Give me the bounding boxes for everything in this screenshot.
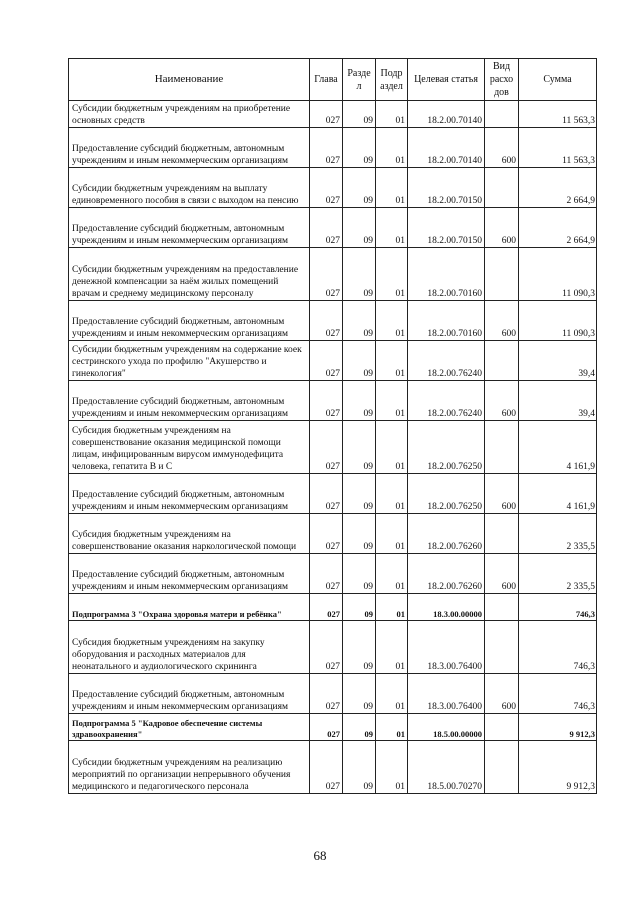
cell-expense: 600 — [485, 381, 519, 421]
cell-name: Предоставление субсидий бюджетным, автономным учреждениям и иным некоммерческим организациям — [69, 301, 310, 341]
cell-target: 18.2.00.76240 — [408, 381, 485, 421]
header-subsection: Подр аздел — [376, 59, 408, 101]
cell-subsection: 01 — [376, 101, 408, 128]
cell-sum: 39,4 — [519, 381, 597, 421]
table-row — [69, 741, 597, 794]
cell-section: 09 — [343, 594, 376, 621]
budget-table — [68, 58, 597, 794]
table-row — [69, 248, 597, 301]
cell-name: Подпрограмма 5 "Кадровое обеспечение системы здравоохранения" — [69, 714, 310, 741]
table-row — [69, 421, 597, 474]
cell-name: Субсидии бюджетным учреждениям на содержание коек сестринского ухода по профилю "Акушерство и гинекология" — [69, 341, 310, 381]
cell-expense — [485, 514, 519, 554]
cell-sum: 2 335,5 — [519, 514, 597, 554]
cell-sum: 4 161,9 — [519, 474, 597, 514]
cell-chapter: 027 — [310, 714, 343, 741]
cell-chapter: 027 — [310, 101, 343, 128]
cell-expense: 600 — [485, 128, 519, 168]
cell-expense — [485, 714, 519, 741]
cell-expense — [485, 421, 519, 474]
cell-section: 09 — [343, 208, 376, 248]
cell-subsection: 01 — [376, 621, 408, 674]
cell-subsection: 01 — [376, 714, 408, 741]
cell-target: 18.2.00.70140 — [408, 101, 485, 128]
cell-section: 09 — [343, 101, 376, 128]
table-row — [69, 101, 597, 128]
cell-name: Субсидии бюджетным учреждениям на предоставление денежной компенсации за наём жилых помещений врачам и среднему медицинскому персоналу — [69, 248, 310, 301]
cell-name: Предоставление субсидий бюджетным, автономным учреждениям и иным некоммерческим организациям — [69, 208, 310, 248]
cell-chapter: 027 — [310, 341, 343, 381]
cell-chapter: 027 — [310, 674, 343, 714]
cell-section: 09 — [343, 674, 376, 714]
cell-chapter: 027 — [310, 168, 343, 208]
cell-name: Предоставление субсидий бюджетным, автономным учреждениям и иным некоммерческим организациям — [69, 474, 310, 514]
cell-name: Предоставление субсидий бюджетным, автономным учреждениям и иным некоммерческим организациям — [69, 554, 310, 594]
cell-chapter: 027 — [310, 248, 343, 301]
header-expense: Вид расхо дов — [485, 59, 519, 101]
cell-target: 18.2.00.70150 — [408, 208, 485, 248]
header-sum: Сумма — [519, 59, 597, 101]
cell-section: 09 — [343, 248, 376, 301]
table-row — [69, 128, 597, 168]
cell-target: 18.3.00.76400 — [408, 621, 485, 674]
cell-target: 18.2.00.70150 — [408, 168, 485, 208]
cell-target: 18.3.00.76400 — [408, 674, 485, 714]
cell-target: 18.5.00.00000 — [408, 714, 485, 741]
cell-expense: 600 — [485, 674, 519, 714]
cell-subsection: 01 — [376, 554, 408, 594]
cell-chapter: 027 — [310, 301, 343, 341]
cell-section: 09 — [343, 381, 376, 421]
cell-section: 09 — [343, 714, 376, 741]
cell-expense: 600 — [485, 208, 519, 248]
cell-chapter: 027 — [310, 381, 343, 421]
table-row — [69, 208, 597, 248]
cell-target: 18.2.00.76260 — [408, 514, 485, 554]
cell-section: 09 — [343, 554, 376, 594]
cell-subsection: 01 — [376, 128, 408, 168]
header-name: Наименование — [69, 59, 310, 101]
cell-expense — [485, 341, 519, 381]
cell-expense — [485, 741, 519, 794]
cell-section: 09 — [343, 421, 376, 474]
cell-name: Предоставление субсидий бюджетным, автономным учреждениям и иным некоммерческим организациям — [69, 674, 310, 714]
cell-expense — [485, 101, 519, 128]
cell-chapter: 027 — [310, 621, 343, 674]
cell-chapter: 027 — [310, 594, 343, 621]
cell-target: 18.2.00.70160 — [408, 301, 485, 341]
table-row — [69, 168, 597, 208]
table-body — [69, 101, 597, 794]
cell-chapter: 027 — [310, 421, 343, 474]
table-row — [69, 514, 597, 554]
cell-subsection: 01 — [376, 248, 408, 301]
cell-sum: 11 563,3 — [519, 128, 597, 168]
cell-sum: 9 912,3 — [519, 741, 597, 794]
cell-name: Предоставление субсидий бюджетным, автономным учреждениям и иным некоммерческим организациям — [69, 128, 310, 168]
cell-target: 18.2.00.76260 — [408, 554, 485, 594]
subprogram-row — [69, 714, 597, 741]
cell-expense: 600 — [485, 474, 519, 514]
cell-chapter: 027 — [310, 128, 343, 168]
cell-target: 18.3.00.00000 — [408, 594, 485, 621]
table-row — [69, 674, 597, 714]
cell-subsection: 01 — [376, 301, 408, 341]
cell-section: 09 — [343, 514, 376, 554]
cell-section: 09 — [343, 621, 376, 674]
cell-sum: 39,4 — [519, 341, 597, 381]
cell-name: Субсидии бюджетным учреждениям на приобретение основных средств — [69, 101, 310, 128]
cell-section: 09 — [343, 168, 376, 208]
header-section: Разде л — [343, 59, 376, 101]
header-target: Целевая статья — [408, 59, 485, 101]
cell-subsection: 01 — [376, 168, 408, 208]
cell-expense — [485, 248, 519, 301]
cell-subsection: 01 — [376, 381, 408, 421]
cell-sum: 2 664,9 — [519, 168, 597, 208]
subprogram-row — [69, 594, 597, 621]
cell-sum: 11 090,3 — [519, 301, 597, 341]
cell-name: Субсидия бюджетным учреждениям на совершенствование оказания наркологической помощи — [69, 514, 310, 554]
cell-chapter: 027 — [310, 741, 343, 794]
cell-target: 18.2.00.76240 — [408, 341, 485, 381]
cell-sum: 746,3 — [519, 594, 597, 621]
cell-section: 09 — [343, 474, 376, 514]
cell-sum: 4 161,9 — [519, 421, 597, 474]
cell-subsection: 01 — [376, 514, 408, 554]
cell-chapter: 027 — [310, 474, 343, 514]
cell-chapter: 027 — [310, 554, 343, 594]
cell-chapter: 027 — [310, 514, 343, 554]
table-row — [69, 554, 597, 594]
cell-section: 09 — [343, 341, 376, 381]
cell-subsection: 01 — [376, 341, 408, 381]
cell-expense — [485, 594, 519, 621]
cell-target: 18.2.00.76250 — [408, 421, 485, 474]
cell-subsection: 01 — [376, 674, 408, 714]
header-chapter: Глава — [310, 59, 343, 101]
cell-name: Субсидии бюджетным учреждениям на реализацию мероприятий по организации непрерывного обучения медицинского и педагогического персонала — [69, 741, 310, 794]
cell-section: 09 — [343, 128, 376, 168]
cell-expense: 600 — [485, 554, 519, 594]
cell-subsection: 01 — [376, 741, 408, 794]
cell-sum: 746,3 — [519, 621, 597, 674]
cell-sum: 9 912,3 — [519, 714, 597, 741]
cell-name: Подпрограмма 3 "Охрана здоровья матери и ребёнка" — [69, 594, 310, 621]
cell-target: 18.2.00.70140 — [408, 128, 485, 168]
cell-subsection: 01 — [376, 474, 408, 514]
cell-target: 18.2.00.70160 — [408, 248, 485, 301]
table-row — [69, 381, 597, 421]
cell-expense: 600 — [485, 301, 519, 341]
cell-expense — [485, 168, 519, 208]
cell-sum: 11 090,3 — [519, 248, 597, 301]
cell-subsection: 01 — [376, 208, 408, 248]
cell-target: 18.5.00.70270 — [408, 741, 485, 794]
cell-sum: 2 664,9 — [519, 208, 597, 248]
cell-name: Субсидия бюджетным учреждениям на совершенствование оказания медицинской помощи лицам, инфицированным вирусом иммунодефицита человека, гепатита В и С — [69, 421, 310, 474]
cell-name: Субсидии бюджетным учреждениям на выплату единовременного пособия в связи с выходом на пенсию — [69, 168, 310, 208]
cell-sum: 11 563,3 — [519, 101, 597, 128]
table-row — [69, 474, 597, 514]
table-header-row — [69, 59, 597, 101]
cell-subsection: 01 — [376, 421, 408, 474]
cell-sum: 746,3 — [519, 674, 597, 714]
table-row — [69, 301, 597, 341]
page-number: 68 — [313, 848, 327, 863]
cell-chapter: 027 — [310, 208, 343, 248]
cell-name: Предоставление субсидий бюджетным, автономным учреждениям и иным некоммерческим организациям — [69, 381, 310, 421]
cell-expense — [485, 621, 519, 674]
cell-section: 09 — [343, 301, 376, 341]
table-row — [69, 341, 597, 381]
cell-subsection: 01 — [376, 594, 408, 621]
cell-target: 18.2.00.76250 — [408, 474, 485, 514]
cell-section: 09 — [343, 741, 376, 794]
cell-name: Субсидия бюджетным учреждениям на закупку оборудования и расходных материалов для неонатального и аудиологического скрининга — [69, 621, 310, 674]
budget-table-container — [68, 58, 596, 794]
cell-sum: 2 335,5 — [519, 554, 597, 594]
table-row — [69, 621, 597, 674]
